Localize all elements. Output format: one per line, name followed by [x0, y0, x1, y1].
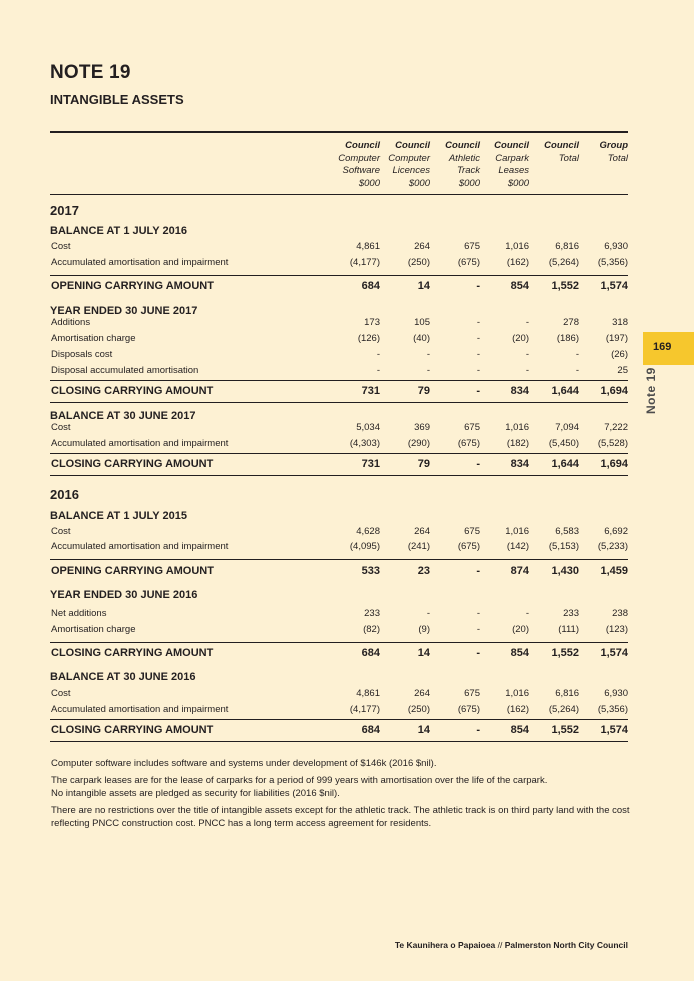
- section-heading: BALANCE AT 30 JUNE 2017: [50, 410, 196, 422]
- row-label: CLOSING CARRYING AMOUNT: [51, 724, 214, 736]
- cell-value: (5,356): [597, 704, 628, 715]
- footer-org-maori: Te Kaunihera o Papaioea: [394, 940, 496, 950]
- cell-value: 731: [361, 458, 380, 470]
- column-header: Council Athletic Track $000: [445, 140, 480, 189]
- cell-value: -: [476, 365, 480, 376]
- cell-value: 1,552: [551, 280, 579, 292]
- cell-value: 675: [464, 688, 480, 699]
- cell-value: 173: [364, 317, 380, 328]
- cell-value: 731: [361, 385, 380, 397]
- cell-value: 23: [417, 565, 430, 577]
- cell-value: (5,233): [597, 541, 628, 552]
- cell-value: 834: [510, 385, 529, 397]
- cell-value: (4,303): [349, 438, 380, 449]
- cell-value: (186): [556, 333, 579, 344]
- row-label: Cost: [51, 422, 71, 433]
- cell-value: 675: [464, 241, 480, 252]
- row-label: CLOSING CARRYING AMOUNT: [51, 458, 214, 470]
- cell-value: (5,356): [597, 257, 628, 268]
- cell-value: 874: [510, 565, 529, 577]
- cell-value: 1,574: [600, 647, 628, 659]
- footnote: The carpark leases are for the lease of carparks for a period of 999 years with amortisation over the life of the carpark.: [51, 775, 548, 786]
- column-header: Council Carpark Leases $000: [494, 140, 529, 189]
- table-row-total: [50, 385, 628, 399]
- row-divider: [50, 475, 628, 476]
- section-heading: BALANCE AT 1 JULY 2015: [50, 510, 187, 522]
- table-row: [50, 317, 628, 331]
- cell-value: (675): [457, 257, 480, 268]
- cell-value: 6,930: [604, 688, 628, 699]
- cell-value: (197): [605, 333, 628, 344]
- cell-value: (250): [407, 257, 430, 268]
- cell-value: 238: [612, 608, 628, 619]
- cell-value: -: [476, 280, 480, 292]
- cell-value: (5,153): [548, 541, 579, 552]
- cell-value: 1,016: [505, 688, 529, 699]
- cell-value: 834: [510, 458, 529, 470]
- page-number-tab: [643, 332, 694, 365]
- page-subtitle: INTANGIBLE ASSETS: [50, 92, 184, 107]
- cell-value: 6,930: [604, 241, 628, 252]
- cell-value: (675): [457, 704, 480, 715]
- row-label: Cost: [51, 688, 71, 699]
- cell-value: 1,552: [551, 647, 579, 659]
- cell-value: 6,816: [555, 688, 579, 699]
- cell-value: 675: [464, 526, 480, 537]
- table-row: [50, 688, 628, 702]
- cell-value: 7,094: [555, 422, 579, 433]
- cell-value: (290): [407, 438, 430, 449]
- footnotes: [51, 757, 631, 834]
- cell-value: -: [476, 385, 480, 397]
- table-row: [50, 526, 628, 540]
- cell-value: 264: [414, 688, 430, 699]
- cell-value: 1,459: [600, 565, 628, 577]
- table-row: [50, 333, 628, 347]
- cell-value: 6,692: [604, 526, 628, 537]
- row-label: Accumulated amortisation and impairment: [51, 704, 229, 715]
- cell-value: (182): [506, 438, 529, 449]
- cell-value: (142): [506, 541, 529, 552]
- cell-value: (162): [506, 257, 529, 268]
- top-rule: [50, 131, 628, 133]
- row-label: Cost: [51, 526, 71, 537]
- row-label: OPENING CARRYING AMOUNT: [51, 280, 214, 292]
- column-header: Group Total: [599, 140, 628, 164]
- cell-value: (40): [413, 333, 430, 344]
- cell-value: -: [426, 365, 430, 376]
- table-row-total: [50, 458, 628, 472]
- cell-value: 105: [414, 317, 430, 328]
- cell-value: -: [426, 608, 430, 619]
- footer-org-english: Palmerston North City Council: [504, 940, 628, 950]
- table-row-total: [50, 647, 628, 661]
- cell-value: 1,694: [600, 458, 628, 470]
- cell-value: (4,095): [349, 541, 380, 552]
- cell-value: 684: [361, 280, 380, 292]
- cell-value: 25: [617, 365, 628, 376]
- cell-value: 318: [612, 317, 628, 328]
- cell-value: (675): [457, 541, 480, 552]
- row-divider: [50, 402, 628, 403]
- cell-value: 4,861: [356, 241, 380, 252]
- row-label: Disposal accumulated amortisation: [51, 365, 199, 376]
- row-label: OPENING CARRYING AMOUNT: [51, 565, 214, 577]
- row-label: Disposals cost: [51, 349, 113, 360]
- cell-value: 1,694: [600, 385, 628, 397]
- cell-value: -: [525, 365, 529, 376]
- column-header: Council Computer Software $000: [338, 140, 380, 189]
- row-label: Amortisation charge: [51, 333, 136, 344]
- page-title: NOTE 19: [50, 62, 131, 83]
- cell-value: -: [525, 349, 529, 360]
- cell-value: 4,861: [356, 688, 380, 699]
- footer-separator: //: [495, 940, 505, 950]
- cell-value: 6,583: [555, 526, 579, 537]
- year-heading-2017: 2017: [50, 203, 79, 218]
- year-heading-2016: 2016: [50, 487, 79, 502]
- column-header: Council Total: [544, 140, 579, 164]
- cell-value: 79: [417, 385, 430, 397]
- cell-value: 14: [417, 647, 430, 659]
- cell-value: 533: [361, 565, 380, 577]
- cell-value: (162): [506, 704, 529, 715]
- cell-value: 264: [414, 526, 430, 537]
- cell-value: -: [476, 647, 480, 659]
- cell-value: 14: [417, 724, 430, 736]
- cell-value: 1,574: [600, 724, 628, 736]
- cell-value: -: [476, 608, 480, 619]
- row-label: Amortisation charge: [51, 624, 136, 635]
- row-divider: [50, 719, 628, 720]
- cell-value: 233: [563, 608, 579, 619]
- cell-value: (5,264): [548, 704, 579, 715]
- cell-value: -: [476, 349, 480, 360]
- cell-value: 4,628: [356, 526, 380, 537]
- cell-value: 1,644: [551, 385, 579, 397]
- cell-value: -: [575, 349, 579, 360]
- table-row: [50, 608, 628, 622]
- cell-value: (123): [605, 624, 628, 635]
- table-row: [50, 541, 628, 555]
- cell-value: 675: [464, 422, 480, 433]
- cell-value: (26): [611, 349, 628, 360]
- cell-value: -: [376, 349, 380, 360]
- cell-value: 6,816: [555, 241, 579, 252]
- cell-value: (4,177): [349, 257, 380, 268]
- row-divider: [50, 642, 628, 643]
- row-label: CLOSING CARRYING AMOUNT: [51, 647, 214, 659]
- cell-value: (111): [558, 624, 579, 635]
- table-row: [50, 624, 628, 638]
- table-row: [50, 349, 628, 363]
- footer: [395, 940, 628, 950]
- cell-value: (5,264): [548, 257, 579, 268]
- table-row-total: [50, 280, 628, 294]
- row-label: Accumulated amortisation and impairment: [51, 257, 229, 268]
- column-header: Council Computer Licences $000: [388, 140, 430, 189]
- section-heading: BALANCE AT 30 JUNE 2016: [50, 671, 196, 683]
- cell-value: 684: [361, 724, 380, 736]
- section-heading: YEAR ENDED 30 JUNE 2017: [50, 305, 198, 317]
- cell-value: (20): [512, 624, 529, 635]
- table-row-total: [50, 724, 628, 738]
- cell-value: 1,016: [505, 241, 529, 252]
- cell-value: 369: [414, 422, 430, 433]
- cell-value: 7,222: [604, 422, 628, 433]
- cell-value: 854: [510, 724, 529, 736]
- cell-value: -: [525, 608, 529, 619]
- cell-value: (126): [357, 333, 380, 344]
- row-label: CLOSING CARRYING AMOUNT: [51, 385, 214, 397]
- row-divider: [50, 559, 628, 560]
- cell-value: (4,177): [349, 704, 380, 715]
- row-divider: [50, 453, 628, 454]
- table-row: [50, 438, 628, 452]
- cell-value: 278: [563, 317, 579, 328]
- cell-value: -: [376, 365, 380, 376]
- table-row: [50, 257, 628, 271]
- cell-value: 1,430: [551, 565, 579, 577]
- cell-value: 1,552: [551, 724, 579, 736]
- row-label: Additions: [51, 317, 91, 328]
- row-label: Cost: [51, 241, 71, 252]
- cell-value: 14: [417, 280, 430, 292]
- cell-value: 5,034: [356, 422, 380, 433]
- row-divider: [50, 275, 628, 276]
- cell-value: -: [476, 724, 480, 736]
- table-row-total: [50, 565, 628, 579]
- cell-value: 1,016: [505, 422, 529, 433]
- cell-value: -: [476, 333, 480, 344]
- row-label: Accumulated amortisation and impairment: [51, 438, 229, 449]
- cell-value: (9): [418, 624, 430, 635]
- table-row: [50, 365, 628, 379]
- cell-value: (675): [457, 438, 480, 449]
- cell-value: -: [476, 458, 480, 470]
- cell-value: -: [476, 565, 480, 577]
- table-row: [50, 704, 628, 718]
- cell-value: 1,016: [505, 526, 529, 537]
- cell-value: 233: [364, 608, 380, 619]
- section-heading: YEAR ENDED 30 JUNE 2016: [50, 589, 198, 601]
- table-row: [50, 241, 628, 255]
- footnote: There are no restrictions over the title of intangible assets except for the athletic track. The athletic track is on third party land with the cost reflecting PNCC construction cost. PNCC has a long term access agreement for residents.: [51, 805, 630, 829]
- cell-value: -: [476, 317, 480, 328]
- row-label: Net additions: [51, 608, 107, 619]
- cell-value: 854: [510, 280, 529, 292]
- cell-value: -: [426, 349, 430, 360]
- cell-value: -: [525, 317, 529, 328]
- cell-value: (250): [407, 704, 430, 715]
- cell-value: 684: [361, 647, 380, 659]
- cell-value: 1,574: [600, 280, 628, 292]
- cell-value: (5,528): [597, 438, 628, 449]
- cell-value: 79: [417, 458, 430, 470]
- footnote: No intangible assets are pledged as security for liabilities (2016 $nil).: [51, 788, 340, 799]
- cell-value: (20): [512, 333, 529, 344]
- cell-value: -: [476, 624, 480, 635]
- header-rule: [50, 194, 628, 195]
- page-number: 169: [653, 341, 672, 353]
- cell-value: (82): [363, 624, 380, 635]
- footnote: Computer software includes software and systems under development of $146k (2016 $nil).: [51, 758, 437, 769]
- section-heading: BALANCE AT 1 JULY 2016: [50, 225, 187, 237]
- table-row: [50, 422, 628, 436]
- side-note-label: Note 19: [644, 367, 658, 414]
- cell-value: (5,450): [548, 438, 579, 449]
- cell-value: 1,644: [551, 458, 579, 470]
- row-label: Accumulated amortisation and impairment: [51, 541, 229, 552]
- cell-value: (241): [407, 541, 430, 552]
- cell-value: -: [575, 365, 579, 376]
- row-divider: [50, 380, 628, 381]
- cell-value: 854: [510, 647, 529, 659]
- cell-value: 264: [414, 241, 430, 252]
- row-divider: [50, 741, 628, 742]
